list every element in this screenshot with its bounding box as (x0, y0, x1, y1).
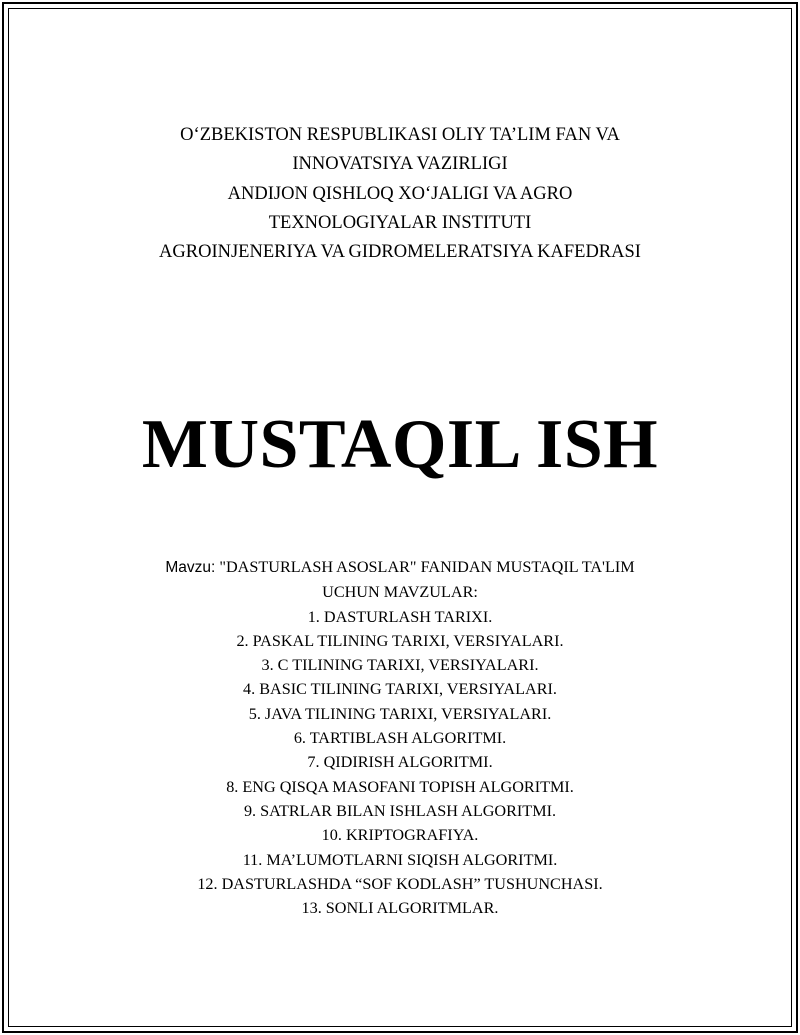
topic-list-item: 10. KRIPTOGRAFIYA. (321, 826, 479, 845)
topic-list-item: 13. SONLI ALGORITMLAR. (301, 899, 499, 918)
topic-list-item: 5. JAVA TILINING TARIXI, VERSIYALARI. (248, 704, 552, 723)
header-line: ANDIJON QISHLOQ XO‘JALIGI VA AGRO (227, 183, 573, 204)
topic-list-item: 8. ENG QISQA MASOFANI TOPISH ALGORITMI. (226, 777, 574, 796)
topic-list-item: 6. TARTIBLASH ALGORITMI. (293, 729, 507, 748)
topic-list-item: 1. DASTURLASH TARIXI. (307, 607, 493, 626)
topic-list-item: 12. DASTURLASHDA “SOF KODLASH” TUSHUNCHASI. (197, 874, 603, 893)
topic-label: Mavzu: (165, 559, 216, 576)
header-line: AGROINJENERIYA VA GIDROMELERATSIYA KAFEDRASI (159, 242, 641, 263)
topic-heading-text: "DASTURLASH ASOSLAR" FANIDAN MUSTAQIL TA'LIM (219, 558, 635, 576)
header-line: O‘ZBEKISTON RESPUBLIKASI OLIY TA’LIM FAN VA (180, 125, 620, 145)
topic-list-item: 11. MA’LUMOTLARNI SIQISH ALGORITMI. (242, 850, 558, 869)
topic-list-item: 4. BASIC TILINING TARIXI, VERSIYALARI. (243, 680, 557, 699)
header-line: INNOVATSIYA VAZIRLIGI (292, 154, 508, 175)
document-title: MUSTAQIL ISH (141, 406, 659, 483)
topic-list-item: 2. PASKAL TILINING TARIXI, VERSIYALARI. (236, 631, 564, 650)
topic-list-item: 3. C TILINING TARIXI, VERSIYALARI. (261, 656, 539, 675)
institution-header (60, 121, 740, 267)
topic-heading-line (40, 555, 760, 580)
header-line: TEXNOLOGIYALAR INSTITUTI (268, 212, 532, 233)
topic-list-item: 7. QIDIRISH ALGORITMI. (307, 753, 493, 772)
topic-heading-line-2: UCHUN MAVZULAR: (322, 583, 478, 602)
topic-list-item: 9. SATRLAR BILAN ISHLASH ALGORITMI. (243, 801, 557, 820)
topic-section (40, 555, 760, 920)
